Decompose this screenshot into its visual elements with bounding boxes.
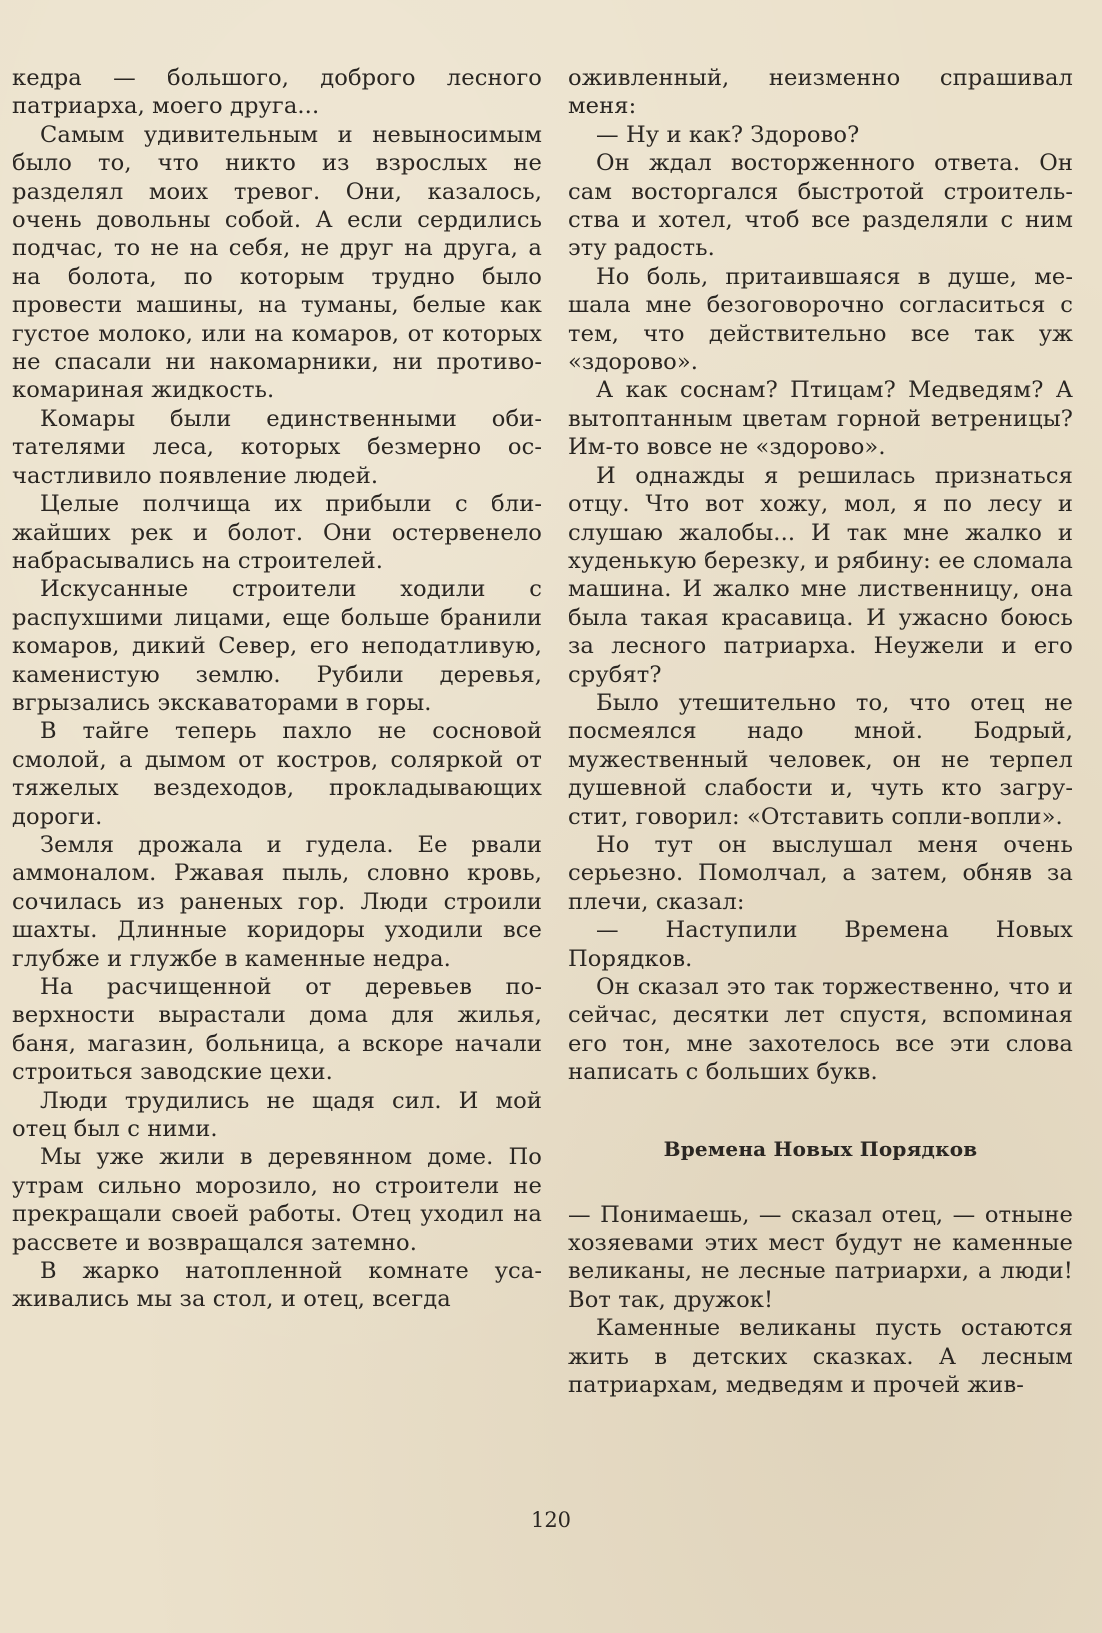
- paragraph: оживленный, неизменно спрашивал меня:: [568, 65, 1073, 120]
- paragraph: Он ждал восторженного ответа. Он сам восторгался быстротой строительства и хотел, чтоб все разделяли с ним эту радость.: [568, 150, 1073, 262]
- paragraph: — Наступили Времена Новых Порядков.: [568, 917, 1073, 972]
- paragraph: На расчищенной от деревьев поверхности вырастали дома для жилья, баня, магазин, больница, а вскоре начали строиться заводские цехи.: [12, 974, 542, 1086]
- paragraph: Каменные великаны пусть остаются жить в детских сказках. А лесным патриархам, медведям и прочей жив-: [568, 1315, 1073, 1399]
- right-column-top-text: [568, 64, 1073, 1087]
- paragraph: — Понимаешь, — сказал отец, — отныне хозяевами этих мест будут не каменные великаны, не лесные патриархи, а люди! Вот так, дружок!: [568, 1201, 1073, 1313]
- paragraph: Было утешительно то, что отец не посмеялся надо мной. Бодрый, мужественный человек, он не терпел душевной слабости и, чуть кто загрустит, говорил: «Отставить сопли-вопли».: [568, 689, 1073, 830]
- paragraph: — Ну и как? Здорово?: [596, 121, 860, 148]
- paragraph: Комары были единственными обитателями леса, которых безмерно осчастливило появление людей.: [12, 405, 542, 489]
- right-column: [568, 64, 1073, 1399]
- page-number: 120: [530, 1508, 572, 1532]
- section-heading: Времена Новых Порядков: [663, 1136, 978, 1161]
- paragraph: В жарко натопленной комнате усаживались мы за стол, и отец, всегда: [12, 1258, 542, 1313]
- paragraph: Люди трудились не щадя сил. И мой отец был с ними.: [12, 1087, 542, 1143]
- paragraph: Он сказал это так торжественно, что и сейчас, десятки лет спустя, вспоминая его тон, мне захотелось все эти слова написать с больших букв.: [568, 974, 1073, 1086]
- left-column: [12, 64, 542, 1314]
- paragraph: Мы уже жили в деревянном доме. По утрам сильно морозило, но строители не прекращали своей работы. Отец уходил на рассвете и возвращался затемно.: [12, 1144, 542, 1256]
- paragraph: Но боль, притаившаяся в душе, мешала мне безоговорочно согласиться с тем, что действительно все так уж «здорово».: [568, 263, 1073, 376]
- right-column-bottom-text: [568, 1201, 1073, 1400]
- paragraph: Искусанные строители ходили с распухшими лицами, еще больше бранили комаров, дикий Север, его неподатливую, каменистую землю. Рубили деревья, вгрызались экскаваторами в горы.: [12, 576, 542, 716]
- paragraph: Самым удивительным и невыносимым было то, что никто из взрослых не разделял моих тревог. Они, казалось, очень довольны собой. А если сердились подчас, то не на себя, не друг на друга, а на болота, по которым трудно было провести машины, на туманы, белые как густое молоко, или на комаров, от которых не спасали ни накомарники, ни противокомариная жидкость.: [12, 121, 542, 404]
- paragraph: И однажды я решилась признаться отцу. Что вот хожу, мол, я по лесу и слушаю жалобы... И так мне жалко и худенькую березку, и рябину: ее сломала машина. И жалко мне лиственницу, она была такая красавица. И ужасно боюсь за лесного патриарха. Неужели и его срубят?: [568, 462, 1073, 688]
- paragraph: А как соснам? Птицам? Медведям? А вытоптанным цветам горной ветреницы? Им-то вовсе не «здорово».: [568, 377, 1073, 461]
- paragraph: кедра — большого, доброго лесного патриарха, моего друга...: [12, 65, 542, 120]
- paragraph: В тайге теперь пахло не сосновой смолой, а дымом от костров, соляркой от тяжелых вездеходов, прокладывающих дороги.: [12, 718, 542, 830]
- paragraph: Целые полчища их прибыли с ближайших рек и болот. Они остервенело набрасывались на строителей.: [12, 491, 542, 574]
- paragraph: Земля дрожала и гудела. Ее рвали аммоналом. Ржавая пыль, словно кровь, сочилась из раненых гор. Люди строили шахты. Длинные коридоры уходили все глубже и глужбе в каменные недра.: [12, 831, 542, 972]
- paragraph: Но тут он выслушал меня очень серьезно. Помолчал, а затем, обняв за плечи, сказал:: [568, 831, 1073, 915]
